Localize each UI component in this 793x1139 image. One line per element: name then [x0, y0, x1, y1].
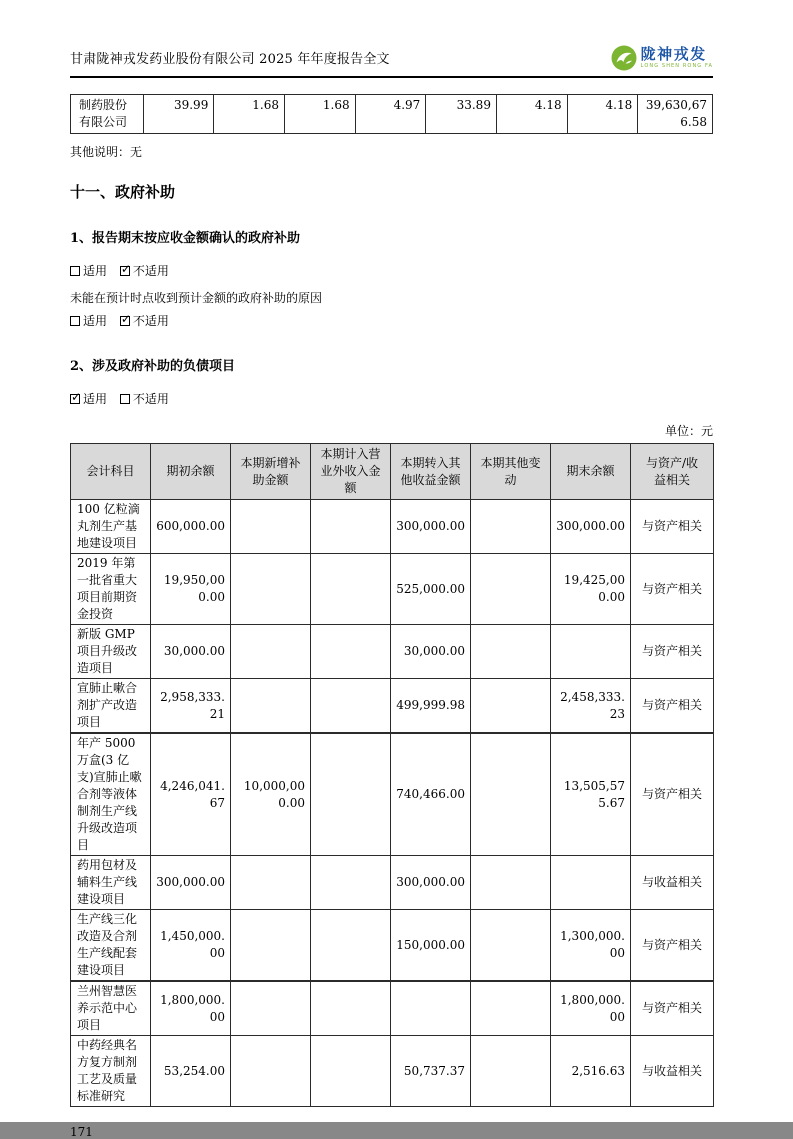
- unit-label: 单位：元: [664, 424, 713, 438]
- other-change-cell: [471, 856, 551, 910]
- applicability-label: 适用: [83, 392, 108, 406]
- related-type-cell: 与资产相关: [631, 910, 714, 982]
- logo-text: [640, 44, 713, 69]
- nonoperating-income-cell: [311, 679, 391, 734]
- table-row: [71, 500, 714, 554]
- account-cell: 新版 GMP 项目升级改造项目: [71, 625, 151, 679]
- table-row: [71, 981, 714, 1036]
- other-income-cell: 300,000.00: [391, 856, 471, 910]
- applicability-option: [70, 392, 107, 406]
- page-header: [70, 44, 713, 78]
- other-change-cell: [471, 733, 551, 856]
- table-row: [71, 1036, 714, 1107]
- opening-balance-cell: 19,950,000.00: [151, 554, 231, 625]
- carryover-value-cell: 39,630,676.58: [638, 95, 713, 134]
- other-income-cell: 499,999.98: [391, 679, 471, 734]
- closing-balance-cell: 2,458,333.23: [551, 679, 631, 734]
- checkbox-icon: [120, 266, 130, 276]
- liability-table-body: [71, 500, 714, 1107]
- checkbox-icon: [70, 316, 80, 326]
- opening-balance-cell: 600,000.00: [151, 500, 231, 554]
- applicability-option: [120, 264, 169, 278]
- closing-balance-cell: 13,505,575.67: [551, 733, 631, 856]
- new-subsidy-cell: [231, 981, 311, 1036]
- carryover-value-cell: 4.18: [496, 95, 567, 134]
- applicability-option: [70, 264, 107, 278]
- column-header: 本期新增补助金额: [231, 444, 311, 500]
- checkbox-icon: [120, 316, 130, 326]
- nonoperating-income-cell: [311, 856, 391, 910]
- other-change-cell: [471, 500, 551, 554]
- table-row: [71, 625, 714, 679]
- carryover-value-cell: 4.18: [567, 95, 638, 134]
- related-type-cell: 与资产相关: [631, 554, 714, 625]
- subsection-title-1: 1、报告期末按应收金额确认的政府补助: [70, 231, 301, 246]
- related-type-cell: 与资产相关: [631, 625, 714, 679]
- nonoperating-income-cell: [311, 910, 391, 982]
- checkbox-icon: [120, 394, 130, 404]
- closing-balance-cell: [551, 625, 631, 679]
- new-subsidy-cell: [231, 856, 311, 910]
- closing-balance-cell: 300,000.00: [551, 500, 631, 554]
- new-subsidy-cell: [231, 1036, 311, 1107]
- related-type-cell: 与资产相关: [631, 733, 714, 856]
- related-type-cell: 与收益相关: [631, 1036, 714, 1107]
- applicability-row: [70, 313, 713, 330]
- other-income-cell: 300,000.00: [391, 500, 471, 554]
- new-subsidy-cell: [231, 500, 311, 554]
- column-header: 本期计入营业外收入金额: [311, 444, 391, 500]
- account-cell: 宣肺止嗽合剂扩产改造项目: [71, 679, 151, 734]
- opening-balance-cell: 1,450,000.00: [151, 910, 231, 982]
- new-subsidy-cell: [231, 625, 311, 679]
- column-header: 本期转入其他收益金额: [391, 444, 471, 500]
- report-title: 甘肃陇神戎发药业股份有限公司 2025 年年度报告全文: [70, 52, 390, 67]
- opening-balance-cell: 1,800,000.00: [151, 981, 231, 1036]
- nonoperating-income-cell: [311, 625, 391, 679]
- other-change-cell: [471, 981, 551, 1036]
- related-type-cell: 与资产相关: [631, 679, 714, 734]
- opening-balance-cell: 4,246,041.67: [151, 733, 231, 856]
- account-cell: 2019 年第一批省重大项目前期资金投资: [71, 554, 151, 625]
- table-row: [71, 910, 714, 982]
- carryover-value-cell: 33.89: [426, 95, 497, 134]
- liability-table: [70, 443, 714, 1107]
- account-cell: 100 亿粒滴丸剂生产基地建设项目: [71, 500, 151, 554]
- new-subsidy-cell: [231, 554, 311, 625]
- closing-balance-cell: [551, 856, 631, 910]
- new-subsidy-cell: [231, 679, 311, 734]
- nonoperating-income-cell: [311, 981, 391, 1036]
- other-income-cell: [391, 981, 471, 1036]
- account-cell: 中药经典名方复方制剂工艺及质量标准研究: [71, 1036, 151, 1107]
- other-income-cell: 740,466.00: [391, 733, 471, 856]
- page-number: 171: [70, 1125, 93, 1139]
- other-change-cell: [471, 625, 551, 679]
- other-note: 其他说明：无: [70, 145, 143, 159]
- checkbox-icon: [70, 394, 80, 404]
- column-header: 会计科目: [71, 444, 151, 500]
- other-income-cell: 30,000.00: [391, 625, 471, 679]
- closing-balance-cell: 19,425,000.00: [551, 554, 631, 625]
- applicability-row: [70, 263, 713, 280]
- other-income-cell: 150,000.00: [391, 910, 471, 982]
- table-header-row: [71, 444, 714, 500]
- carryover-value-cell: 1.68: [284, 95, 355, 134]
- subsection-title-2: 2、涉及政府补助的负债项目: [70, 359, 236, 374]
- carryover-label-cell: 制药股份有限公司: [71, 95, 144, 134]
- new-subsidy-cell: 10,000,000.00: [231, 733, 311, 856]
- applicability-label: 适用: [83, 264, 108, 278]
- carryover-value-cell: 1.68: [214, 95, 285, 134]
- company-logo: [611, 45, 713, 71]
- related-type-cell: 与资产相关: [631, 500, 714, 554]
- account-cell: 兰州智慧医养示范中心项目: [71, 981, 151, 1036]
- new-subsidy-cell: [231, 910, 311, 982]
- reason-text: 未能在预计时点收到预计金额的政府补助的原因: [70, 291, 323, 305]
- table-row: [71, 679, 714, 734]
- logo-bird-icon: [611, 45, 637, 71]
- related-type-cell: 与收益相关: [631, 856, 714, 910]
- table-row: [71, 554, 714, 625]
- opening-balance-cell: 300,000.00: [151, 856, 231, 910]
- opening-balance-cell: 53,254.00: [151, 1036, 231, 1107]
- checkbox-icon: [70, 266, 80, 276]
- table-row: [71, 856, 714, 910]
- section-title: 十一、政府补助: [70, 183, 176, 201]
- account-cell: 生产线三化改造及合剂生产线配套建设项目: [71, 910, 151, 982]
- applicability-option: [70, 314, 107, 328]
- other-income-cell: 50,737.37: [391, 1036, 471, 1107]
- carryover-value-cell: 39.99: [143, 95, 214, 134]
- opening-balance-cell: 30,000.00: [151, 625, 231, 679]
- opening-balance-cell: 2,958,333.21: [151, 679, 231, 734]
- nonoperating-income-cell: [311, 1036, 391, 1107]
- applicability-label: 不适用: [132, 264, 169, 278]
- account-cell: 年产 5000 万盒(3 亿支)宣肺止嗽合剂等液体制剂生产线升级改造项目: [71, 733, 151, 856]
- closing-balance-cell: 1,800,000.00: [551, 981, 631, 1036]
- carryover-table: [70, 94, 713, 134]
- other-change-cell: [471, 554, 551, 625]
- logo-tagline: LONG SHEN RONG FA: [640, 62, 713, 69]
- applicability-label: 不适用: [132, 314, 169, 328]
- closing-balance-cell: 2,516.63: [551, 1036, 631, 1107]
- nonoperating-income-cell: [311, 733, 391, 856]
- other-change-cell: [471, 1036, 551, 1107]
- related-type-cell: 与资产相关: [631, 981, 714, 1036]
- account-cell: 药用包材及辅料生产线建设项目: [71, 856, 151, 910]
- applicability-option: [120, 392, 169, 406]
- column-header: 期末余额: [551, 444, 631, 500]
- applicability-row: [70, 391, 713, 408]
- nonoperating-income-cell: [311, 500, 391, 554]
- column-header: 本期其他变动: [471, 444, 551, 500]
- other-change-cell: [471, 910, 551, 982]
- nonoperating-income-cell: [311, 554, 391, 625]
- applicability-label: 适用: [83, 314, 108, 328]
- applicability-option: [120, 314, 169, 328]
- other-change-cell: [471, 679, 551, 734]
- table-row: [71, 95, 713, 134]
- closing-balance-cell: 1,300,000.00: [551, 910, 631, 982]
- table-row: [71, 733, 714, 856]
- column-header: 与资产/收益相关: [631, 444, 714, 500]
- other-income-cell: 525,000.00: [391, 554, 471, 625]
- carryover-value-cell: 4.97: [355, 95, 426, 134]
- logo-name: 陇神戎发: [640, 44, 707, 63]
- column-header: 期初余额: [151, 444, 231, 500]
- applicability-label: 不适用: [132, 392, 169, 406]
